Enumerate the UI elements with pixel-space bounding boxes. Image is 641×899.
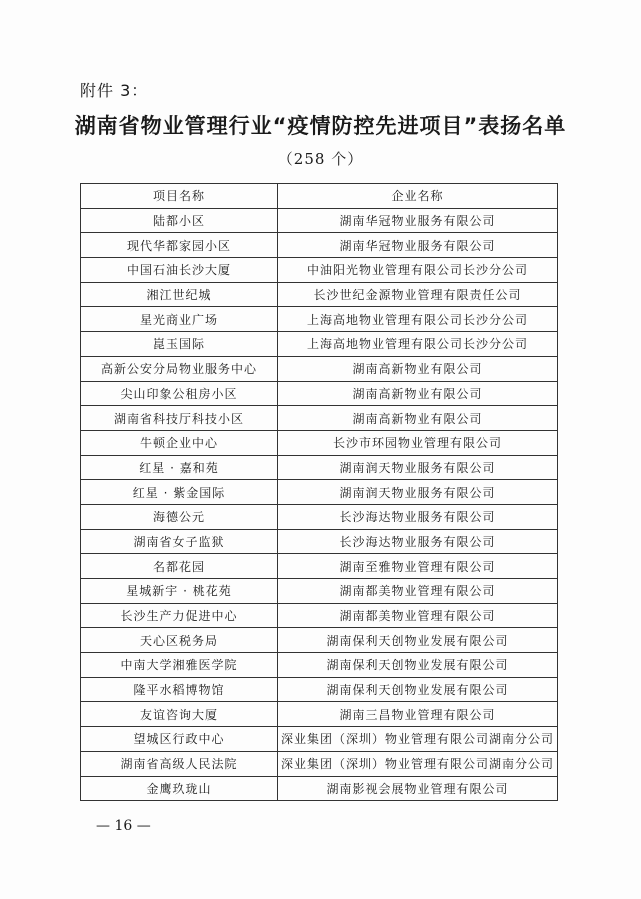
project-name-cell: 现代华都家园小区: [81, 233, 278, 258]
page-number: — 16 —: [96, 818, 151, 834]
company-name-cell: 湖南润天物业服务有限公司: [278, 480, 558, 505]
table-row: [81, 529, 558, 554]
attachment-label: 附件 3：: [80, 81, 149, 100]
project-name-cell: 中国石油长沙大厦: [81, 258, 278, 283]
company-name-cell: 湖南润天物业服务有限公司: [278, 455, 558, 480]
company-name-cell: 湖南高新物业有限公司: [278, 406, 558, 431]
table-row: [81, 258, 558, 283]
company-name-cell: 湖南影视会展物业管理有限公司: [278, 776, 558, 801]
project-name-cell: 长沙生产力促进中心: [81, 603, 278, 628]
document-title: 湖南省物业管理行业“疫情防控先进项目”表扬名单: [74, 114, 567, 138]
table-row: [81, 307, 558, 332]
company-name-cell: 湖南保利天创物业发展有限公司: [278, 653, 558, 678]
project-name-cell: 湘江世纪城: [81, 282, 278, 307]
commendation-table: [80, 183, 558, 801]
company-name-cell: 深业集团（深圳）物业管理有限公司湖南分公司: [278, 727, 558, 752]
company-name-cell: 湖南高新物业有限公司: [278, 381, 558, 406]
table-header-row: [81, 184, 558, 209]
table-row: [81, 702, 558, 727]
project-name-cell: 红星 · 嘉和苑: [81, 455, 278, 480]
table-body: [81, 208, 558, 801]
table-row: [81, 751, 558, 776]
company-name-cell: 长沙海达物业服务有限公司: [278, 529, 558, 554]
table-row: [81, 455, 558, 480]
table-row: [81, 776, 558, 801]
project-name-cell: 名都花园: [81, 554, 278, 579]
company-name-cell: 湖南高新物业有限公司: [278, 356, 558, 381]
table-row: [81, 356, 558, 381]
table-row: [81, 603, 558, 628]
company-name-cell: 湖南都美物业管理有限公司: [278, 603, 558, 628]
table-row: [81, 727, 558, 752]
table-row: [81, 406, 558, 431]
header-company-name: 企业名称: [278, 184, 558, 209]
company-name-cell: 上海高地物业管理有限公司长沙分公司: [278, 307, 558, 332]
project-name-cell: 崑玉国际: [81, 332, 278, 357]
table-row: [81, 233, 558, 258]
table-row: [81, 282, 558, 307]
company-name-cell: 湖南保利天创物业发展有限公司: [278, 677, 558, 702]
project-name-cell: 湖南省科技厅科技小区: [81, 406, 278, 431]
company-name-cell: 湖南至雅物业管理有限公司: [278, 554, 558, 579]
project-name-cell: 望城区行政中心: [81, 727, 278, 752]
project-name-cell: 友谊咨询大厦: [81, 702, 278, 727]
table-row: [81, 381, 558, 406]
company-name-cell: 上海高地物业管理有限公司长沙分公司: [278, 332, 558, 357]
table-row: [81, 430, 558, 455]
project-name-cell: 天心区税务局: [81, 628, 278, 653]
table-row: [81, 579, 558, 604]
company-name-cell: 中油阳光物业管理有限公司长沙分公司: [278, 258, 558, 283]
table-row: [81, 554, 558, 579]
table-row: [81, 504, 558, 529]
table-row: [81, 677, 558, 702]
company-name-cell: 湖南华冠物业服务有限公司: [278, 208, 558, 233]
project-name-cell: 星光商业广场: [81, 307, 278, 332]
project-name-cell: 红星 · 紫金国际: [81, 480, 278, 505]
project-name-cell: 星城新宇 · 桃花苑: [81, 579, 278, 604]
table-row: [81, 480, 558, 505]
table-row: [81, 208, 558, 233]
project-name-cell: 隆平水稻博物馆: [81, 677, 278, 702]
company-name-cell: 长沙世纪金源物业管理有限责任公司: [278, 282, 558, 307]
project-name-cell: 海德公元: [81, 504, 278, 529]
project-name-cell: 湖南省女子监狱: [81, 529, 278, 554]
project-name-cell: 金鹰玖珑山: [81, 776, 278, 801]
company-name-cell: 长沙海达物业服务有限公司: [278, 504, 558, 529]
company-name-cell: 长沙市环园物业管理有限公司: [278, 430, 558, 455]
project-name-cell: 牛顿企业中心: [81, 430, 278, 455]
table-row: [81, 628, 558, 653]
project-name-cell: 高新公安分局物业服务中心: [81, 356, 278, 381]
project-name-cell: 陆都小区: [81, 208, 278, 233]
company-name-cell: 湖南华冠物业服务有限公司: [278, 233, 558, 258]
header-project-name: 项目名称: [81, 184, 278, 209]
project-name-cell: 湖南省高级人民法院: [81, 751, 278, 776]
table-row: [81, 653, 558, 678]
project-name-cell: 中南大学湘雅医学院: [81, 653, 278, 678]
table-row: [81, 332, 558, 357]
company-name-cell: 湖南三昌物业管理有限公司: [278, 702, 558, 727]
company-name-cell: 湖南保利天创物业发展有限公司: [278, 628, 558, 653]
company-name-cell: 湖南都美物业管理有限公司: [278, 579, 558, 604]
project-name-cell: 尖山印象公租房小区: [81, 381, 278, 406]
count-note: （258 个）: [277, 150, 364, 168]
company-name-cell: 深业集团（深圳）物业管理有限公司湖南分公司: [278, 751, 558, 776]
